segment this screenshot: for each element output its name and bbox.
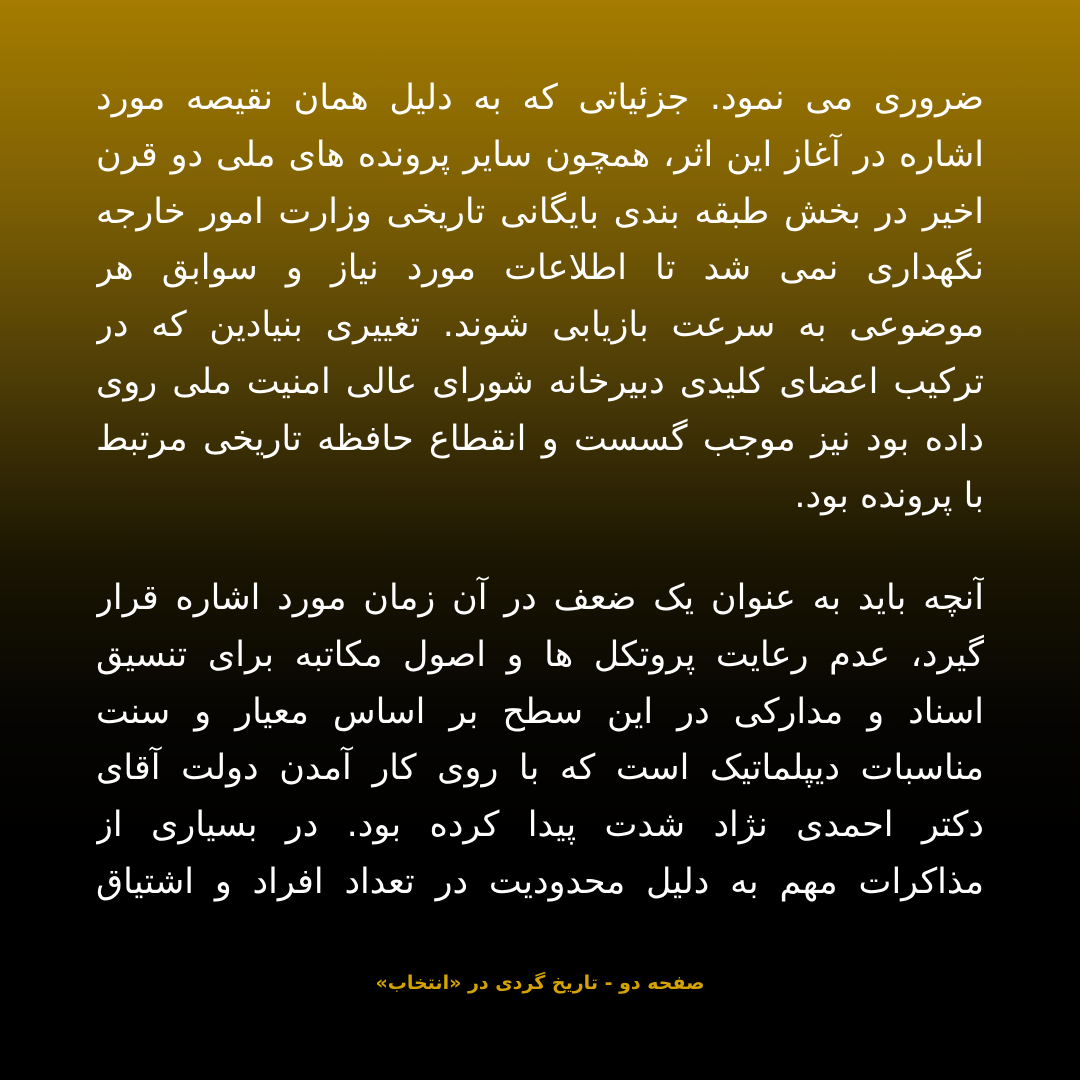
paragraph-line: نگهداری نمی شد تا اطلاعات مورد نیاز و سوابق هر bbox=[96, 248, 984, 289]
paragraph-line: مذاکرات مهم به دلیل محدودیت در تعداد افراد و اشتیاق bbox=[96, 861, 984, 902]
paragraph-line: ضروری می نمود. جزئیاتی که به دلیل همان نقیصه مورد bbox=[96, 78, 984, 118]
paragraph-line: اشاره در آغاز این اثر، همچون سایر پرونده های ملی دو قرن bbox=[96, 134, 984, 175]
paragraph-line: اخیر در بخش طبقه بندی بایگانی تاریخی وزارت امور خارجه bbox=[96, 191, 984, 232]
footer-caption: صفحه دو - تاریخ گردی در «انتخاب» bbox=[375, 972, 705, 994]
article-paragraph-2 bbox=[96, 570, 984, 911]
paragraph-line: اسناد و مدارکی در این سطح بر اساس معیار و سنت bbox=[96, 691, 984, 732]
paragraph-line: با پرونده بود. bbox=[794, 475, 984, 516]
paragraph-line: دکتر احمدی نژاد شدت پیدا کرده بود. در بسیاری از bbox=[96, 805, 984, 846]
paragraph-line: مناسبات دیپلماتیک است که با روی کار آمدن دولت آقای bbox=[96, 748, 984, 789]
paragraph-line: گیرد، عدم رعایت پروتکل ها و اصول مکاتبه برای تنسیق bbox=[96, 634, 984, 675]
paragraph-line: ترکیب اعضای کلیدی دبیرخانه شورای عالی امنیت ملی روی bbox=[96, 361, 984, 402]
paragraph-line: موضوعی به سرعت بازیابی شوند. تغییری بنیادین که در bbox=[96, 305, 984, 346]
article-paragraph-1 bbox=[96, 70, 984, 524]
paragraph-line: داده بود نیز موجب گسست و انقطاع حافظه تاریخی مرتبط bbox=[96, 418, 984, 459]
paragraph-line: آنچه باید به عنوان یک ضعف در آن زمان مورد اشاره قرار bbox=[96, 578, 984, 618]
